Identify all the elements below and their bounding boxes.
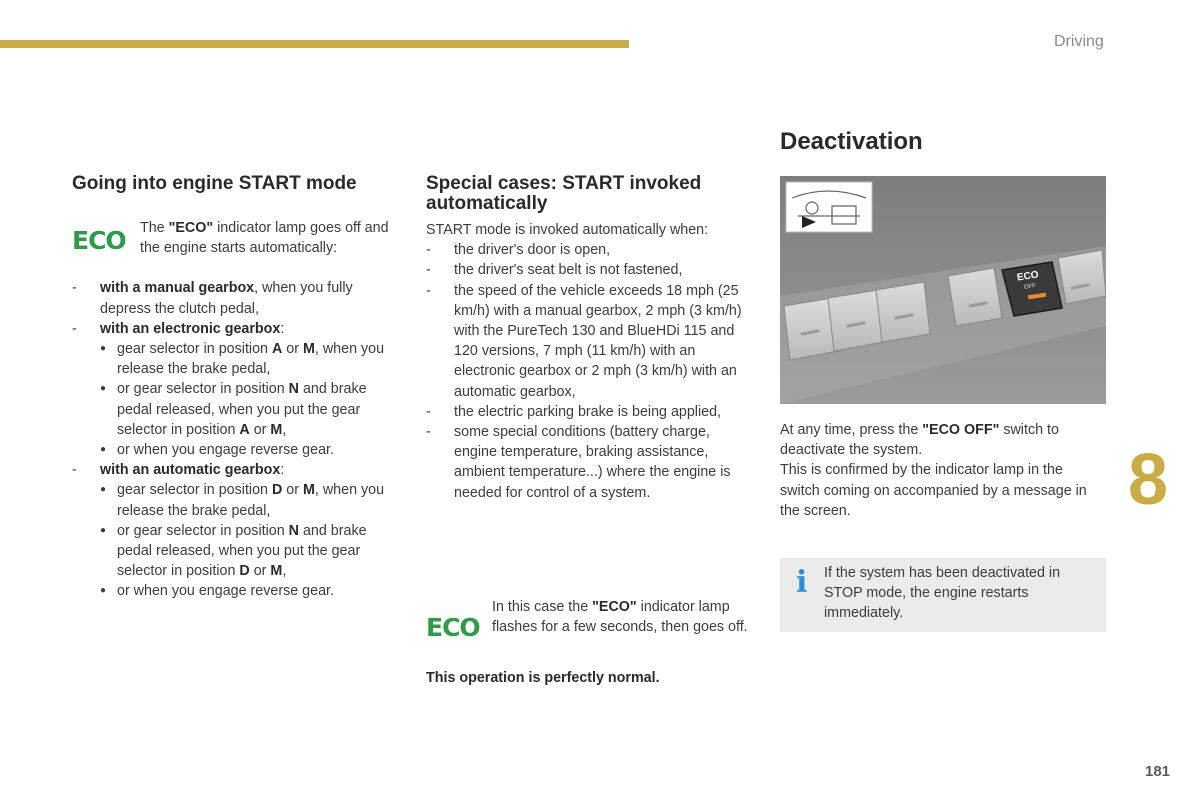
- sub-list-item: ● or gear selector in position N and brake pedal released, when you put the gear selector in position D or M,: [100, 521, 392, 582]
- deactivation-heading: Deactivation: [780, 128, 923, 155]
- deactivation-instruction: At any time, press the "ECO OFF" switch to deactivate the system.: [780, 422, 1059, 459]
- sub-list-item: ● gear selector in position D or M, when you release the brake pedal,: [100, 480, 392, 520]
- deactivation-text: [780, 420, 1106, 521]
- eco-note: [72, 218, 392, 258]
- middle-column: [426, 174, 754, 503]
- chapter-number: 8: [1128, 440, 1169, 520]
- list-item: - with an electronic gearbox: ● gear selector in position A or M, when you release the brake pedal, ● or gear selector in position N and brake pedal released, when you put the gear selector in position A or M, ● or when you engage reverse gear.: [72, 319, 392, 460]
- list-item: - the electric parking brake is being applied,: [426, 402, 754, 422]
- eco-off-button-label-top: ECO: [1016, 269, 1040, 284]
- eco-off-switch-photo: [780, 176, 1106, 404]
- normal-note: This operation is perfectly normal.: [426, 670, 660, 686]
- section-title: Driving: [1054, 33, 1104, 50]
- sub-list: [100, 339, 392, 460]
- page-number: 181: [1145, 763, 1171, 780]
- sub-list-item: ● or when you engage reverse gear.: [100, 440, 392, 460]
- left-heading: Going into engine START mode: [72, 173, 357, 194]
- eco-indicator-icon: ECO: [426, 613, 480, 642]
- list-item: - with a manual gearbox, when you fully depress the clutch pedal,: [72, 278, 392, 318]
- conditions-list: [426, 240, 754, 503]
- sub-list-item: ● gear selector in position A or M, when you release the brake pedal,: [100, 339, 392, 379]
- sub-list-item: ● or when you engage reverse gear.: [100, 581, 392, 601]
- deactivation-confirmation: This is confirmed by the indicator lamp in the switch coming on accompanied by a message in the screen.: [780, 462, 1087, 519]
- info-box: [780, 558, 1106, 632]
- eco-flash-text: In this case the "ECO" indicator lamp flashes for a few seconds, then goes off.: [492, 599, 748, 636]
- eco-flash-note: [426, 597, 754, 641]
- list-item: - the driver's seat belt is not fastened,: [426, 260, 754, 280]
- header-accent-bar: [0, 40, 629, 48]
- eco-indicator-icon: ECO: [72, 226, 126, 255]
- list-item: - the speed of the vehicle exceeds 18 mph (25 km/h) with a manual gearbox, 2 mph (3 km/h) with the PureTech 130 and BlueHDi 115 and 120 versions, 7 mph (11 km/h) with an electronic gearbox or 2 mph (3 km/h) with an automatic gearbox,: [426, 281, 754, 402]
- middle-heading: Special cases: START invoked automatically: [426, 173, 702, 214]
- list-item: - some special conditions (battery charge, engine temperature, braking assistance, ambient temperature...) where the engine is needed for control of a system.: [426, 422, 754, 503]
- eco-off-button-label-bottom: OFF: [1023, 283, 1037, 291]
- list-item: - the driver's door is open,: [426, 240, 754, 260]
- sub-list-item: ● or gear selector in position N and brake pedal released, when you put the gear selector in position A or M,: [100, 379, 392, 440]
- info-icon: i: [796, 565, 808, 600]
- sub-list: [100, 480, 392, 601]
- middle-intro: START mode is invoked automatically when:: [426, 222, 709, 238]
- console-illustration: [780, 176, 1106, 404]
- eco-note-text: The "ECO" indicator lamp goes off and the engine starts automatically:: [140, 220, 389, 257]
- left-column: [72, 174, 392, 602]
- gearbox-list: [72, 278, 392, 601]
- list-item: - with an automatic gearbox: ● gear selector in position D or M, when you release the brake pedal, ● or gear selector in position N and brake pedal released, when you put the gear selector in position D or M, ● or when you engage reverse gear.: [72, 460, 392, 601]
- info-text: If the system has been deactivated in STOP mode, the engine restarts immediately.: [824, 565, 1061, 622]
